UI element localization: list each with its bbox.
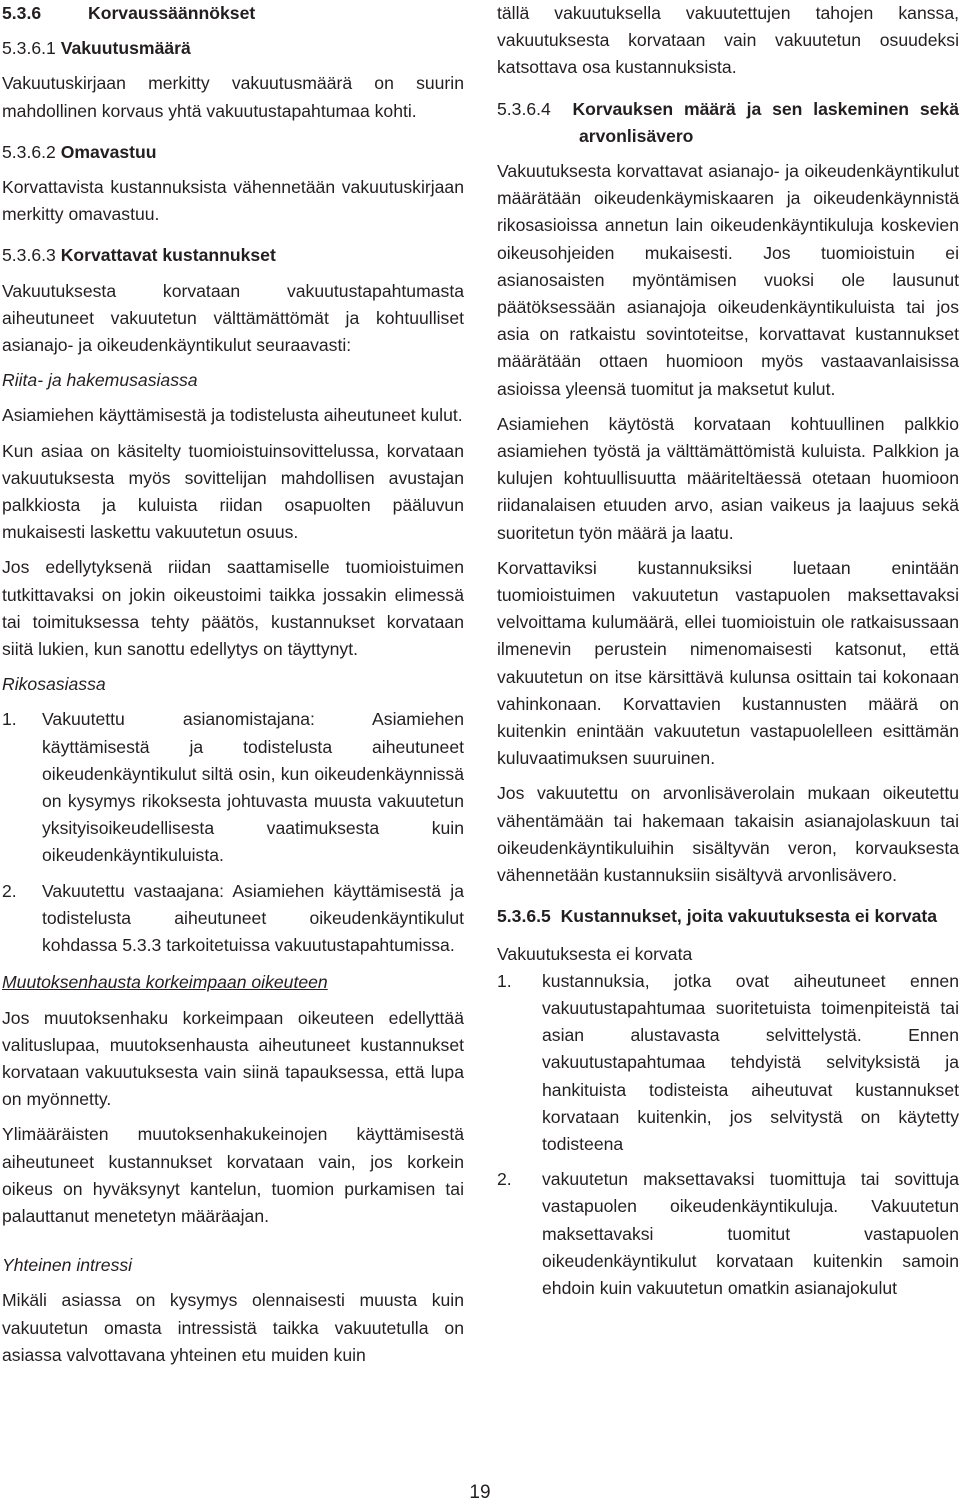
list-item: 2. Vakuutettu vastaajana: Asiamiehen käyttämisestä ja todistelusta aiheutuneet oikeudenkäyntikulut kohdassa 5.3.3 tarkoitetuissa vakuutustapahtumissa. (2, 880, 464, 956)
paragraph-continued: tällä vakuutuksella vakuutettujen tahojen kanssa, vakuutuksesta korvataan vain vakuutetun osuudeksi katsottava osa kustannuksista. (497, 3, 959, 78)
list-item: 1. Vakuutettu asianomistajana: Asiamiehen käyttämisestä ja todistelusta aiheutuneet oikeudenkäyntikulut siltä osin, kun oikeudenkäynnissä on kysymys rikoksesta johtuvasta muusta vakuutetun yksityisoikeudellisesta vaatimuksesta kuin oikeudenkäyntikuluista. (2, 709, 464, 866)
section-heading-5-3-6-2: 5.3.6.2 Omavastuu (2, 141, 157, 162)
paragraph-yhteinen-intressi: Mikäli asiassa on kysymys olennaisesti muusta kuin vakuutetun omasta intressistä taikka vakuutetulla on asiassa valvottavana yhteinen etu muiden kuin (2, 1290, 464, 1365)
paragraph-korvauksen-maara-2: Asiamiehen käytöstä korvataan kohtuullinen palkkio asiamiehen työstä ja välttämättömistä kuluista. Palkkion ja kulujen kohtuullisuutta määriteltäessä otetaan huomioon riidanalaisen etuuden arvo, asian vaikeus ja laajuus sekä suoritetun työn määrä ja laatu. (497, 413, 959, 543)
subheading-rikos: Rikosasiassa (2, 674, 106, 695)
paragraph-muutoksenhaku-1: Jos muutoksenhaku korkeimpaan oikeuteen edellyttää valituslupaa, muutoksenhausta aiheutuneet kustannukset korvataan vakuutuksesta vain siinä tapauksessa, että lupa on myönnetty. (2, 1007, 464, 1110)
paragraph-vakuutusmaara: Vakuutuskirjaan merkitty vakuutusmäärä on suurin mahdollinen korvaus yhtä vakuutustapahtumaa kohti. (2, 73, 464, 121)
paragraph-muutoksenhaku-2: Ylimääräisten muutoksenhakukeinojen käyttämisestä aiheutuneet kustannukset korvataan vain, jos korkein oikeus on hyväksynyt kantelun, tuomion purkamisen tai palauttanut menetetyn määräajan. (2, 1124, 464, 1226)
paragraph-korvattavat: Vakuutuksesta korvataan vakuutustapahtumasta aiheutuneet vakuutetun välttämättömät ja kohtuulliset asianajo- ja oikeudenkäyntikulut seuraavasti: (2, 280, 464, 356)
ei-korvata-list (497, 968, 959, 1302)
section-heading-5-3-6-1: 5.3.6.1 Vakuutusmäärä (2, 38, 191, 59)
section-heading-5-3-6-3: 5.3.6.3 Korvattavat kustannukset (2, 245, 276, 266)
page-number: 19 (469, 1482, 491, 1503)
paragraph-ei-korvata: Vakuutuksesta ei korvata (497, 943, 693, 964)
paragraph-riita-3: Jos edellytyksenä riidan saattamiselle tuomioistuimen tutkittavaksi on jokin oikeustoimi taikka jossakin elimessä tai toimituksessa tehty päätös, kustannukset korvataan siitä lukien, kun sanottu edellytys on täyttynyt. (2, 557, 464, 660)
paragraph-riita-1: Asiamiehen käyttämisestä ja todistelusta aiheutuneet kulut. (2, 405, 463, 426)
subheading-muutoksenhaku: Muutoksenhausta korkeimpaan oikeuteen (2, 972, 328, 993)
subheading-riita: Riita- ja hakemusasiassa (2, 370, 198, 391)
paragraph-korvauksen-maara-1: Vakuutuksesta korvattavat asianajo- ja oikeudenkäyntikulut määrätään oikeudenkäymiskaaren ja oikeudenkäynnistä rikosasioissa annetun lain oikeudenkäyntikuluja koskevien oikeusohjeiden mukaisesti. Jos tuomioistuin ei asianosaisten myöntämisen vuoksi ole lausunut päätöksessään asianajoja oikeudenkäyntikuluista tai jos asia on ratkaistu sovintoteitse, korvattavat kustannukset määrätään ottaen huomioon myös vastaavanlaisissa asioissa yleensä tuomitut ja maksetut kulut. (497, 161, 959, 399)
list-item: 2. vakuutetun maksettavaksi tuomittuja tai sovittuja vastapuolen oikeudenkäyntikuluja. Vakuutetun maksettavaksi tuomitut vastapuolen oikeudenkäyntikulut korvataan kuitenkin samoin ehdoin kuin vakuutetun omatkin asianajokulut (497, 1169, 959, 1298)
section-heading-5-3-6-4: 5.3.6.4 Korvauksen määrä ja sen laskeminen sekä arvonlisävero (497, 98, 959, 146)
paragraph-omavastuu: Korvattavista kustannuksista vähennetään vakuutuskirjaan merkitty omavastuu. (2, 177, 464, 225)
paragraph-korvauksen-maara-3: Korvattaviksi kustannuksiksi luetaan enintään tuomioistuimen vakuutetun vastapuolen maksettavaksi velvoittama kulumäärä, ellei tuomioistuin ole ratkaisussaan ilmenevin perustein nimenomaisesti katsonut, että vakuutetun on itse kärsittävä kulunsa osittain tai kokonaan vahinkonaan. Korvattavien kustannusten määrä on kuitenkin enintään vakuutetun vastapuolelleen esittämän kuluvaatimuksen suuruinen. (497, 557, 959, 769)
left-column (2, 0, 464, 1377)
section-heading-5-3-6-5: 5.3.6.5 Kustannukset, joita vakuutuksesta ei korvata (497, 906, 938, 927)
right-column (497, 0, 959, 1312)
paragraph-korvauksen-maara-4: Jos vakuutettu on arvonlisäverolain mukaan oikeutettu vähentämään tai hakemaan takaisin asianajolaskuun tai oikeudenkäyntikuluihin sisältyvän veron, korvauksesta vähennetään kustannuksiin sisältyvä arvonlisävero. (497, 783, 959, 886)
section-heading-5-3-6: 5.3.6 Korvaussäännökset (2, 3, 256, 23)
paragraph-riita-2: Kun asiaa on käsitelty tuomioistuinsovittelussa, korvataan vakuutuksesta myös sovittelijan mahdollisen avustajan palkkiosta ja kuluista riidan osapuolten pääluvun mukaisesti laskettu vakuutetun osuus. (2, 440, 464, 543)
rikos-list (2, 706, 464, 959)
subheading-yhteinen-intressi: Yhteinen intressi (2, 1255, 133, 1276)
list-item: 1. kustannuksia, jotka ovat aiheutuneet ennen vakuutustapahtumaa suoritetuista toimenpiteistä tai asian alustavasta selvittelystä. Ennen vakuutustapahtumaa tehdyistä selvityksistä ja hankituista todisteista aiheutuvat kustannukset korvataan kuitenkin, jos selvitystä on käytetty todisteena (497, 970, 959, 1154)
